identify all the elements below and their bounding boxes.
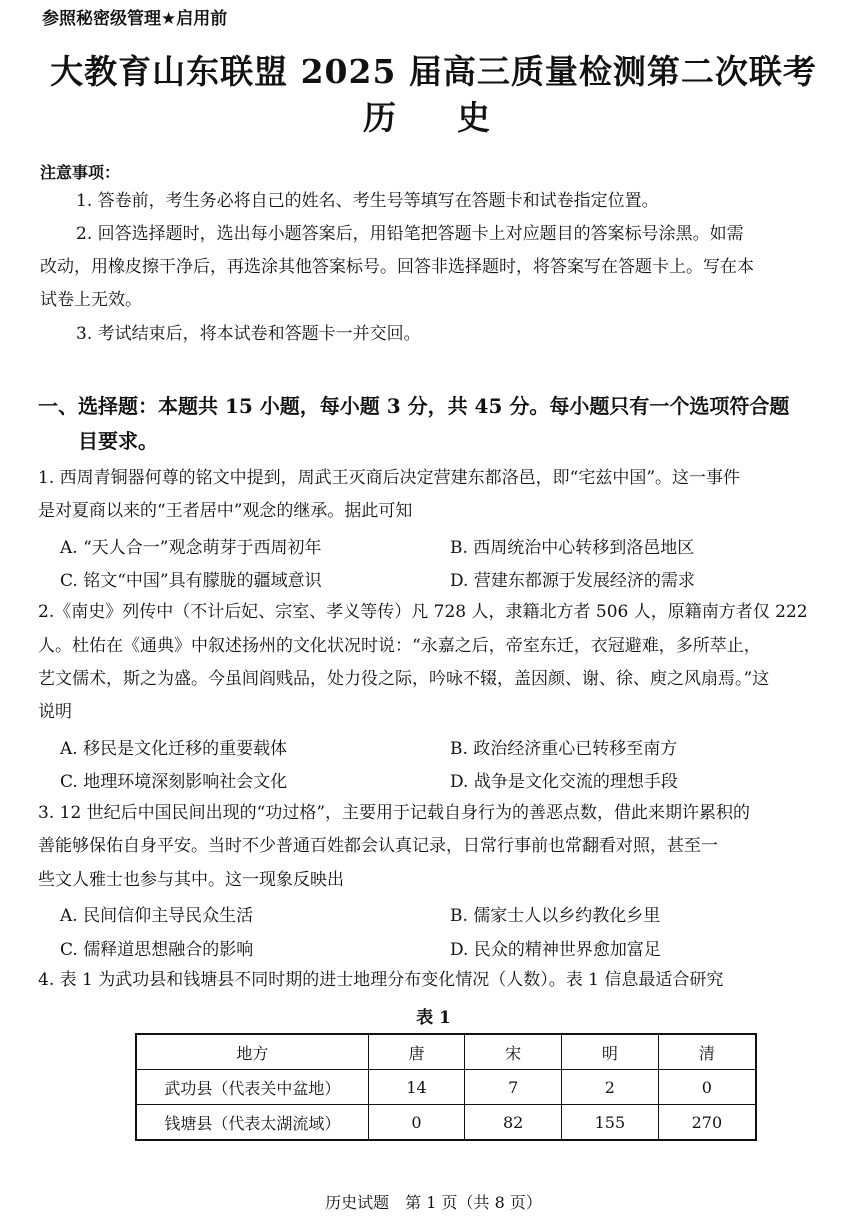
question-2-stem: 说明 [38, 702, 72, 722]
subject-title: 历 史 [363, 98, 504, 137]
question-1-option-b: B. 西周统治中心转移到洛邑地区 [450, 538, 695, 558]
table-cell: 钱塘县（代表太湖流域） [136, 1105, 368, 1141]
question-3-option-b: B. 儒家士人以乡约教化乡里 [450, 906, 661, 926]
notice-line: 1. 答卷前，考生务必将自己的姓名、考生号等填写在答题卡和试卷指定位置。 [76, 191, 659, 211]
question-2-option-a: A. 移民是文化迁移的重要载体 [60, 739, 288, 759]
table-cell: 270 [658, 1105, 756, 1141]
page-footer: 历史试题 第 1 页（共 8 页） [325, 1193, 542, 1212]
table-header-cell: 地方 [136, 1034, 368, 1070]
exam-title: 大教育山东联盟 2025 届高三质量检测第二次联考 [50, 52, 817, 91]
secret-level-label: 参照秘密级管理★启用前 [42, 9, 228, 29]
table-cell: 0 [368, 1105, 465, 1141]
section-heading: 一、选择题：本题共 15 小题，每小题 3 分，共 45 分。每小题只有一个选项符合题 [38, 394, 790, 418]
question-1-option-d: D. 营建东都源于发展经济的需求 [450, 571, 695, 591]
question-2-stem: 人。杜佑在《通典》中叙述扬州的文化状况时说：“永嘉之后，帝室东迁，衣冠避难，多所萃止， [38, 636, 761, 656]
notice-line: 2. 回答选择题时，选出每小题答案后，用铅笔把答题卡上对应题目的答案标号涂黑。如需 [76, 224, 744, 244]
section-heading-cont: 目要求。 [78, 429, 158, 453]
notice-heading: 注意事项： [40, 163, 121, 182]
question-3-stem: 3. 12 世纪后中国民间出现的“功过格”，主要用于记载自身行为的善恶点数，借此来期许累积的 [38, 803, 751, 823]
question-3-option-d: D. 民众的精神世界愈加富足 [450, 940, 661, 960]
question-3-option-a: A. 民间信仰主导民众生活 [60, 906, 254, 926]
table-cell: 2 [562, 1070, 659, 1105]
notice-line: 改动，用橡皮擦干净后，再选涂其他答案标号。回答非选择题时，将答案写在答题卡上。写在本 [40, 257, 754, 277]
table-row [136, 1105, 756, 1141]
question-3-stem: 善能够保佑自身平安。当时不少普通百姓都会认真记录，日常行事前也常翻看对照，甚至一 [38, 836, 718, 856]
table-row [136, 1070, 756, 1105]
table-header-cell: 清 [658, 1034, 756, 1070]
table-header-cell: 明 [562, 1034, 659, 1070]
question-3-stem: 些文人雅士也参与其中。这一现象反映出 [38, 870, 344, 890]
notice-line: 试卷上无效。 [40, 290, 142, 310]
question-2-stem: 艺文儒术，斯之为盛。今虽闾阎贱品，处力役之际，吟咏不辍，盖因颜、谢、徐、庾之风扇焉。”这 [38, 669, 770, 689]
question-2-option-b: B. 政治经济重心已转移至南方 [450, 739, 678, 759]
question-1-stem: 1. 西周青铜器何尊的铭文中提到，周武王灭商后决定营建东都洛邑，即“宅兹中国”。这一事件 [38, 468, 741, 488]
notice-line: 3. 考试结束后，将本试卷和答题卡一并交回。 [76, 324, 421, 344]
table-cell: 0 [658, 1070, 756, 1105]
question-2-stem: 2.《南史》列传中（不计后妃、宗室、孝义等传）凡 728 人，隶籍北方者 506 人，原籍南方者仅 222 [38, 602, 808, 622]
table-cell: 155 [562, 1105, 659, 1141]
table-header-cell: 唐 [368, 1034, 465, 1070]
question-3-option-c: C. 儒释道思想融合的影响 [60, 940, 254, 960]
table-header-cell: 宋 [465, 1034, 562, 1070]
table-header-row [136, 1034, 756, 1070]
question-4-stem: 4. 表 1 为武功县和钱塘县不同时期的进士地理分布变化情况（人数）。表 1 信息最适合研究 [38, 970, 724, 990]
table-cell: 82 [465, 1105, 562, 1141]
table-cell: 14 [368, 1070, 465, 1105]
data-table [135, 1033, 757, 1141]
question-1-stem: 是对夏商以来的“王者居中”观念的继承。据此可知 [38, 501, 413, 521]
question-2-option-d: D. 战争是文化交流的理想手段 [450, 772, 678, 792]
table-cell: 武功县（代表关中盆地） [136, 1070, 368, 1105]
question-2-option-c: C. 地理环境深刻影响社会文化 [60, 772, 288, 792]
question-1-option-a: A. “天人合一”观念萌芽于西周初年 [60, 538, 322, 558]
table-caption: 表 1 [416, 1008, 451, 1028]
question-1-option-c: C. 铭文“中国”具有朦胧的疆域意识 [60, 571, 322, 591]
table-cell: 7 [465, 1070, 562, 1105]
